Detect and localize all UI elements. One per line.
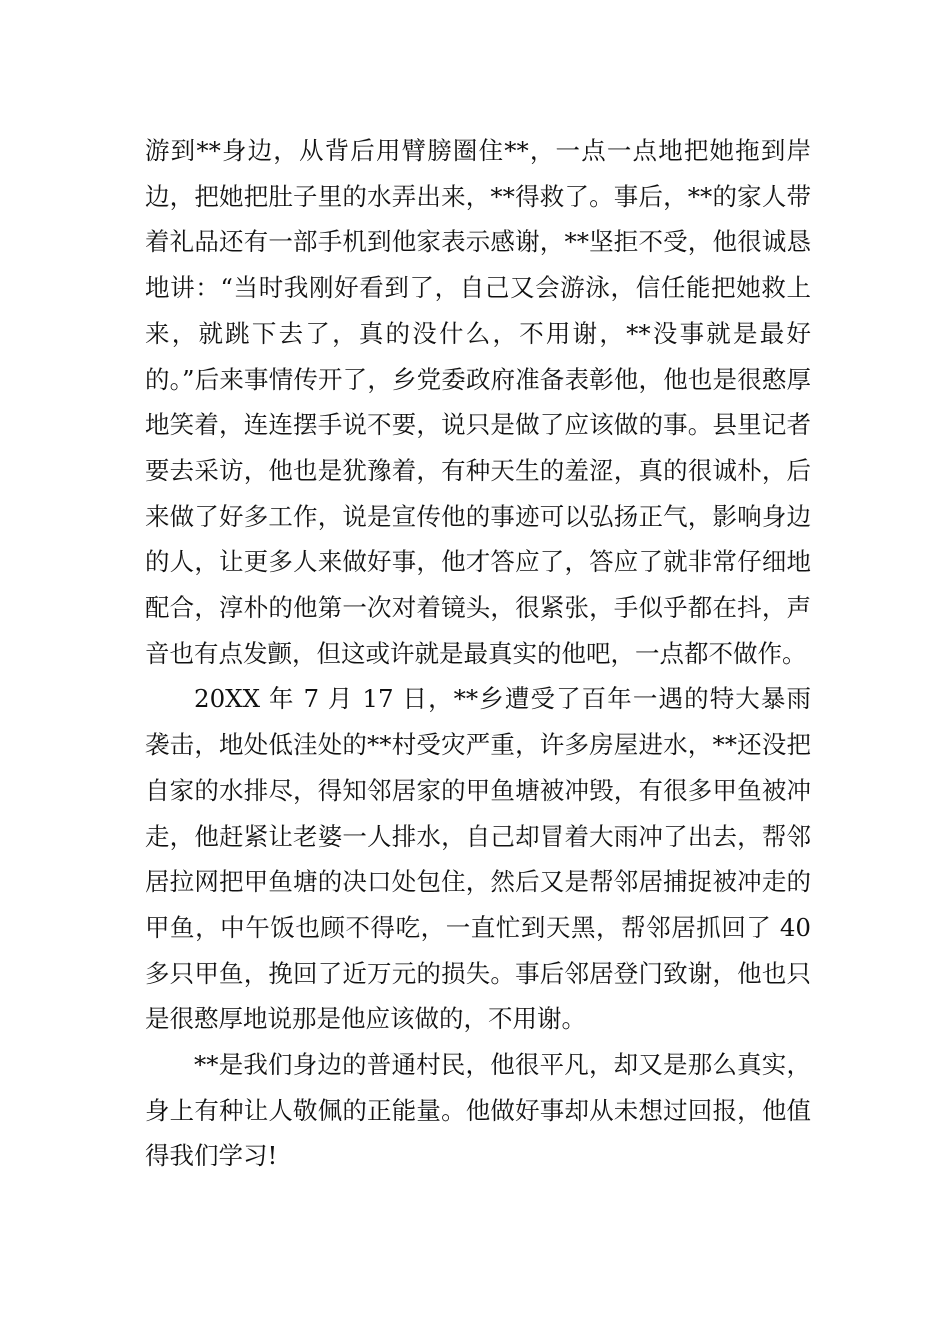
paragraph-rescue-story: 游到**身边，从背后用臂膀圈住**，一点一点地把她拖到岸边，把她把肚子里的水弄出来，**得救了。事后，**的家人带着礼品还有一部手机到他家表示感谢，**坚拒不受，他很诚恳地讲：“当时我刚好看到了，自己又会游泳，信任能把她救上来，就跳下去了，真的没什么，不用谢，**没事就是最好的。”后来事情传开了，乡党委政府准备表彰他，他也是很憨厚地笑着，连连摆手说不要，说只是做了应该做的事。县里记者要去采访，他也是犹豫着，有种天生的羞涩，真的很诚朴，后来做了好多工作，说是宣传他的事迹可以弘扬正气，影响身边的人，让更多人来做好事，他才答应了，答应了就非常仔细地配合，淳朴的他第一次对着镜头，很紧张，手似乎都在抖，声音也有点发颤，但这或许就是最真实的他吧，一点都不做作。: [145, 136, 811, 668]
paragraph-rainstorm-story: 20XX 年 7 月 17 日，**乡遭受了百年一遇的特大暴雨袭击，地处低洼处的**村受灾严重，许多房屋进水，**还没把自家的水排尽，得知邻居家的甲鱼塘被冲毁，有很多甲鱼被冲走，他赶紧让老婆一人排水，自己却冒着大雨冲了出去，帮邻居拉网把甲鱼塘的决口处包住，然后又是帮邻居捕捉被冲走的甲鱼，中午饭也顾不得吃，一直忙到天黑，帮邻居抓回了 40 多只甲鱼，挽回了近万元的损失。事后邻居登门致谢，他也只是很憨厚地说那是他应该做的，不用谢。: [145, 684, 811, 1034]
paragraph-conclusion: **是我们身边的普通村民，他很平凡，却又是那么真实，身上有种让人敬佩的正能量。他做好事却从未想过回报，他值得我们学习!: [145, 1050, 811, 1171]
document-body: [145, 128, 811, 1179]
